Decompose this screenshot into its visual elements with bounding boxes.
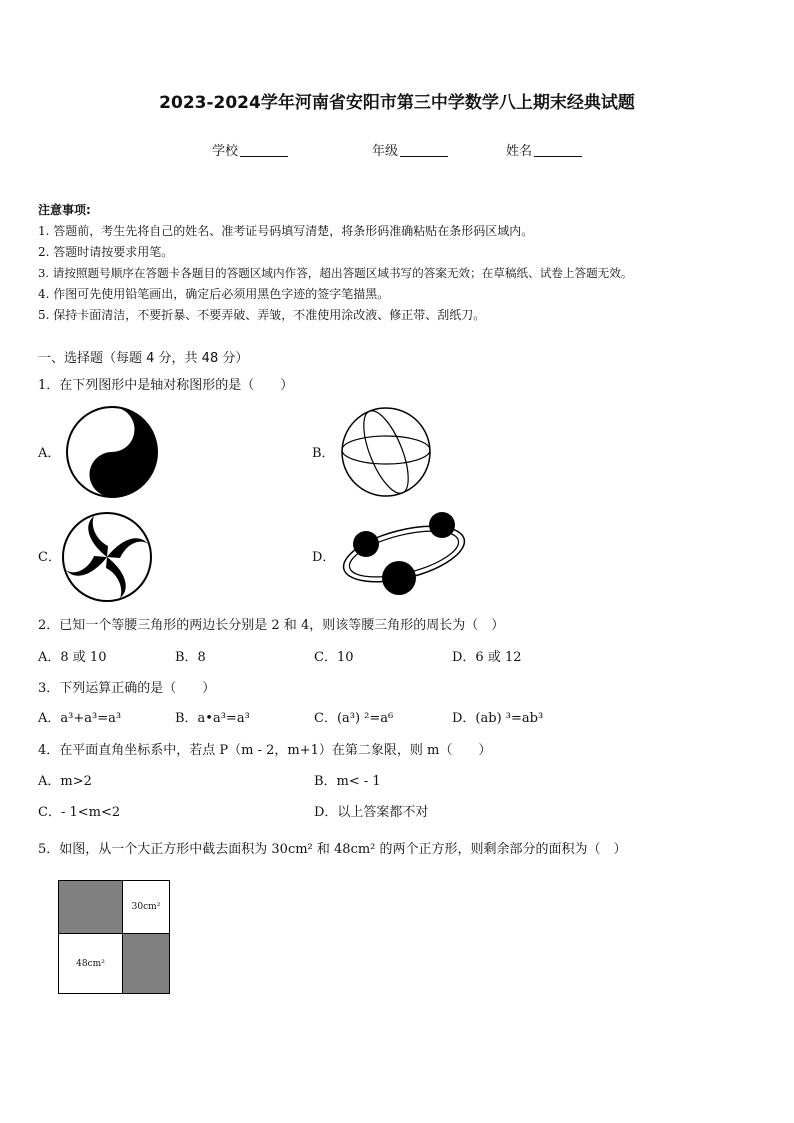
- school-field: [212, 140, 288, 159]
- question-3-stem: 3．下列运算正确的是（ ）: [38, 681, 216, 696]
- q3-option-b: B．a•a³=a³: [175, 711, 250, 726]
- q4-option-c: C．- 1<m<2: [38, 805, 121, 820]
- note-item: 2. 答题时请按要求用笔。: [38, 245, 174, 259]
- page-title: 2023-2024学年河南省安阳市第三中学数学八上期末经典试题: [159, 93, 635, 113]
- notes-heading: 注意事项:: [38, 203, 91, 217]
- q1-option-a-label: A．: [38, 446, 61, 461]
- yin-yang-figure: [64, 404, 160, 500]
- question-5-stem: 5．如图，从一个大正方形中截去面积为 30cm² 和 48cm² 的两个正方形，则剩余部分的面积为（ ）: [38, 842, 627, 857]
- q3-option-c: C．(a³) ²=a⁶: [314, 711, 394, 726]
- pinwheel-figure: [60, 510, 154, 604]
- grade-label: 年级: [372, 144, 399, 159]
- name-label: 姓名: [506, 144, 533, 159]
- sphere-figure: [338, 404, 434, 500]
- note-item: 1. 答题前，考生先将自己的姓名、准考证号码填写清楚，将条形码准确粘贴在条形码区域内。: [38, 224, 534, 238]
- grade-field: [372, 140, 448, 159]
- question-4-stem: 4．在平面直角坐标系中，若点 P（m - 2，m+1）在第二象限，则 m（ ）: [38, 743, 492, 758]
- shaded-region: [59, 881, 123, 934]
- name-blank: [534, 143, 582, 157]
- small-square-label: 30cm²: [131, 902, 161, 912]
- shaded-region: [123, 934, 169, 993]
- q1-option-b-label: B．: [312, 446, 335, 461]
- section-heading: 一、选择题（每题 4 分，共 48 分）: [38, 351, 249, 366]
- school-label: 学校: [212, 144, 239, 159]
- orbit-figure: [338, 506, 470, 598]
- question-1-stem: 1．在下列图形中是轴对称图形的是（ ）: [38, 378, 294, 393]
- q2-option-b: B．8: [175, 650, 206, 665]
- note-item: 5. 保持卡面清洁，不要折暴、不要弄破、弄皱，不准使用涂改液、修正带、刮纸刀。: [38, 308, 486, 322]
- school-blank: [240, 143, 288, 157]
- q2-option-d: D．6 或 12: [452, 650, 522, 665]
- large-square: [59, 934, 123, 993]
- note-item: 4. 作图可先使用铅笔画出，确定后必须用黑色字迹的签字笔描黑。: [38, 287, 390, 301]
- q4-option-a: A．m>2: [38, 774, 92, 789]
- note-item: 3. 请按照题号顺序在答题卡各题目的答题区域内作答，超出答题区域书写的答案无效；在草稿纸、试卷上答题无效。: [38, 266, 633, 280]
- squares-figure: [58, 880, 170, 994]
- question-2-stem: 2．已知一个等腰三角形的两边长分别是 2 和 4，则该等腰三角形的周长为（ ）: [38, 618, 505, 633]
- q1-option-c-label: C．: [38, 550, 61, 565]
- notes-section: [38, 200, 632, 326]
- q1-option-d-label: D．: [312, 550, 336, 565]
- q2-option-a: A．8 或 10: [38, 650, 107, 665]
- q2-option-c: C．10: [314, 650, 354, 665]
- large-square-label: 48cm²: [76, 958, 105, 969]
- q4-option-d: D．以上答案都不对: [314, 805, 429, 820]
- small-square: [123, 881, 169, 934]
- q4-option-b: B．m< - 1: [314, 774, 381, 789]
- name-field: [506, 140, 582, 159]
- q3-option-d: D．(ab) ³=ab³: [452, 711, 544, 726]
- grade-blank: [400, 143, 448, 157]
- q3-option-a: A．a³+a³=a³: [38, 711, 122, 726]
